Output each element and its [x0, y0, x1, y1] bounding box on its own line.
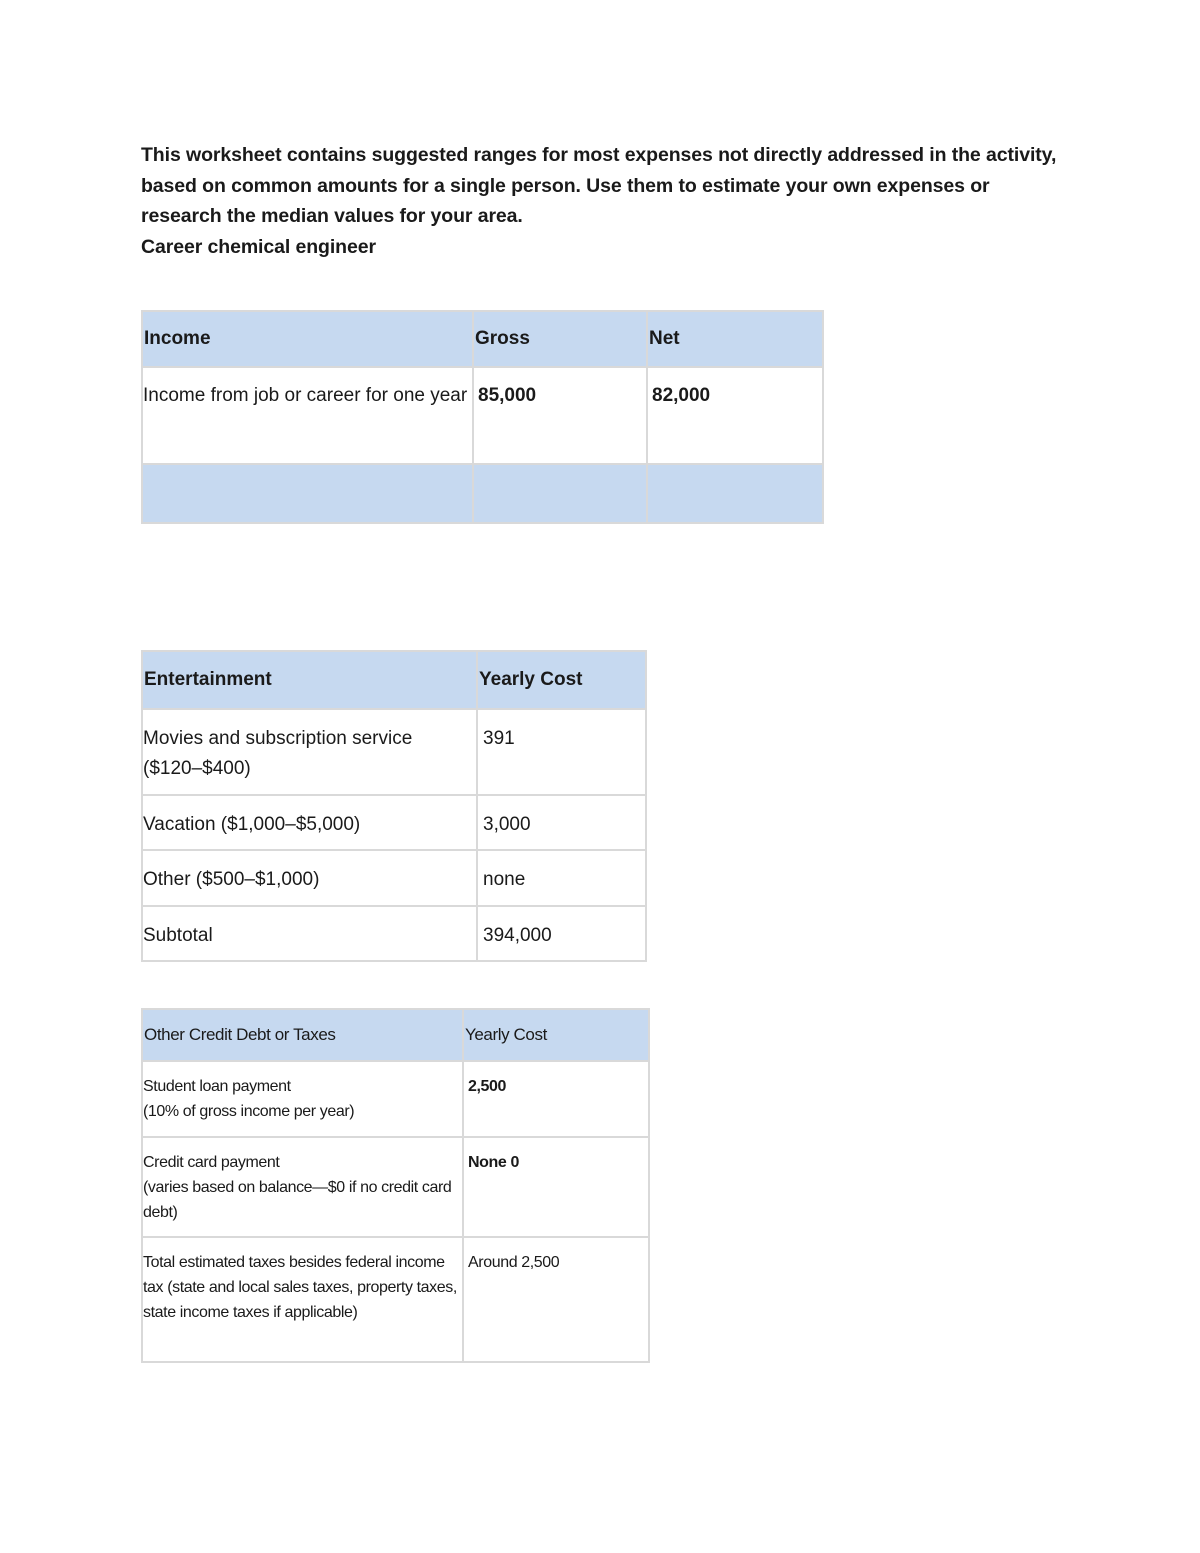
header-entertainment: Entertainment: [142, 651, 477, 709]
table-row: [142, 906, 646, 961]
row-value: Around 2,500: [463, 1237, 649, 1362]
row-label-main: Student loan payment: [143, 1078, 291, 1095]
empty-row: [142, 464, 823, 523]
intro-paragraph: This worksheet contains suggested ranges for most expenses not directly addressed in the activity, based on common amounts for a single person. Use them to estimate your own expenses or research the median values for your area.: [141, 144, 1057, 227]
row-label: [142, 1061, 463, 1137]
row-label-main: Credit card payment: [143, 1154, 280, 1171]
table-header-row: [142, 1009, 649, 1061]
header-net: Net: [647, 311, 823, 367]
gross-value: 85,000: [473, 367, 647, 464]
table-row: [142, 367, 823, 464]
header-yearly-cost: Yearly Cost: [477, 651, 646, 709]
income-label: Income from job or career for one year: [142, 367, 473, 464]
row-label-note: (10% of gross income per year): [143, 1103, 355, 1120]
table-row: [142, 1061, 649, 1137]
table-row: [142, 709, 646, 795]
table-row: [142, 1137, 649, 1237]
header-income: Income: [142, 311, 473, 367]
row-value: 391: [477, 709, 646, 795]
row-label: Movies and subscription service ($120–$400): [142, 709, 477, 795]
row-value: None 0: [463, 1137, 649, 1237]
row-label-note: (varies based on balance—$0 if no credit card debt): [143, 1179, 452, 1221]
row-label: Other ($500–$1,000): [142, 850, 477, 906]
subtotal-label: Subtotal: [142, 906, 477, 961]
income-table: [141, 310, 824, 524]
header-gross: Gross: [473, 311, 647, 367]
intro-text: [141, 140, 1061, 262]
table-header-row: [142, 651, 646, 709]
row-label-main: Total estimated taxes besides federal income tax (state and local sales taxes, property taxes, state income taxes if applicable): [143, 1254, 457, 1321]
credit-table: [141, 1008, 650, 1363]
entertainment-table: [141, 650, 647, 962]
row-value: 2,500: [463, 1061, 649, 1137]
row-value: 3,000: [477, 795, 646, 850]
row-label: [142, 1237, 463, 1362]
table-row: [142, 1237, 649, 1362]
net-value: 82,000: [647, 367, 823, 464]
row-label: [142, 1137, 463, 1237]
subtotal-value: 394,000: [477, 906, 646, 961]
header-yearly-cost: Yearly Cost: [463, 1009, 649, 1061]
table-row: [142, 850, 646, 906]
table-header-row: [142, 311, 823, 367]
row-label: Vacation ($1,000–$5,000): [142, 795, 477, 850]
career-line: Career chemical engineer: [141, 235, 376, 258]
header-other-credit: Other Credit Debt or Taxes: [142, 1009, 463, 1061]
table-row: [142, 795, 646, 850]
row-value: none: [477, 850, 646, 906]
